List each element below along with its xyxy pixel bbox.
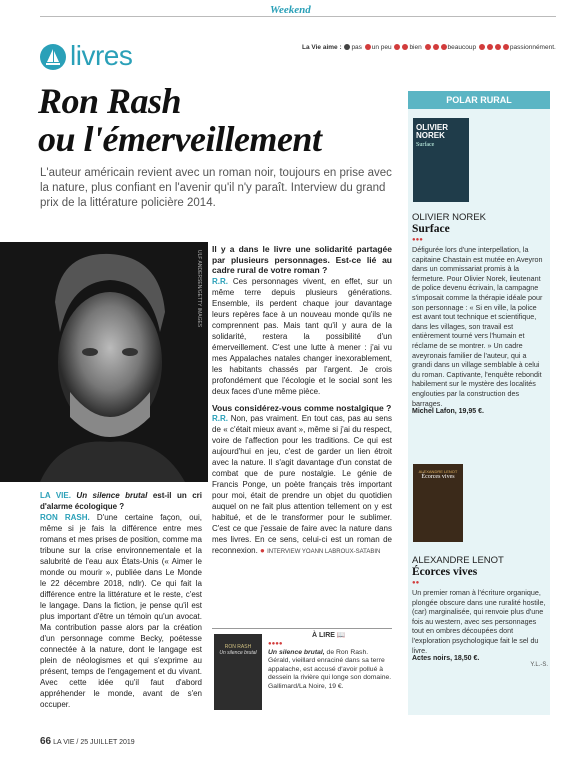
byline: INTERVIEW YOANN LABROUX-SATABIN: [267, 549, 381, 555]
book-cover-surface: [413, 118, 469, 202]
book-cover-rash: [214, 634, 262, 710]
book1-publisher: Michel Lafon, 19,95 €.: [412, 408, 484, 416]
author-portrait: [0, 242, 208, 482]
divider: [212, 628, 392, 629]
section-title: Weekend: [270, 4, 311, 16]
page-number: 66: [40, 736, 52, 747]
sailboat-logo-icon: [40, 44, 66, 70]
book1-block: [412, 212, 548, 415]
top-rule: [40, 16, 556, 17]
book2-author: ALEXANDRE LENOT: [412, 555, 504, 566]
rating-level: pas: [351, 44, 362, 51]
answer-2: [212, 276, 392, 397]
open-book-icon: 📖: [336, 632, 346, 639]
article-column-left: [40, 490, 202, 710]
a-lire-box: [212, 628, 392, 718]
page-footer: [40, 736, 135, 747]
book2-publisher: Actes noirs, 18,50 €.: [412, 655, 480, 663]
rating-level: un peu: [371, 44, 392, 51]
answer-tag: RON RASH.: [40, 513, 90, 522]
rating-level: passionnément.: [509, 44, 556, 51]
question-1: [40, 490, 202, 512]
book2-text: Un premier roman à l'écriture organique, plongée obscure dans une ruralité hostile, (car) marginalisée, qui renvoie plus d'une fois au western, avec ses personnages tout en ombres découpées dont l'exploration psychologique fait le sel du livre.: [412, 588, 546, 655]
rating-icon: [402, 44, 408, 50]
photo-credit: ULF ANDERSEN/GETTY IMAGES: [196, 250, 202, 328]
question-text: est-il un cri d'alarme écologique ?: [40, 491, 202, 511]
book1-title: Surface: [412, 223, 450, 235]
intro-text: L'auteur américain revient avec un roman noir, toujours en prise avec la nature, plus confiant en l'avenir qu'il n'y paraît. Interview du grand prix de la littérature policière 2014.: [40, 167, 392, 209]
book1-author: OLIVIER NOREK: [412, 212, 486, 223]
cover-title: Un silence brutal: [219, 650, 257, 656]
answer-text: Non, pas vraiment. En tout cas, pas au sens de « c'était mieux avant », même si j'ai du respect, voire de l'affection pour les traditions. Ce qui est aujourd'hui en jeu, c'est de garder un lien étroit avec la nature. Il s'agit davantage d'un constat de combat que de pure nostalgie. Le génie de Francis Ponge, un poète français très important pour moi, était de prendre un objet du quotidien auquel on ne fait plus attention tellement on y est habitué, et de le transformer pour le sublimer. C'est ce que j'essaie de faire avec la nature dans mes livres. En ce sens, celui-ci est un roman de reconnexion.: [212, 414, 392, 555]
a-lire-title: Un silence brutal,: [268, 648, 325, 656]
rubric-title: livres: [70, 40, 133, 71]
a-lire-description: de Ron Rash. Gérald, vieillard enraciné dans sa terre appalache, est accusé d'avoir pollué à dessein la rivière qui longe son domaine.: [268, 648, 392, 682]
article-column-middle: [212, 244, 392, 558]
rating-icon: [441, 44, 447, 50]
cover-author: RON RASH: [224, 644, 252, 650]
rating-none-icon: [344, 44, 350, 50]
question-tag: LA VIE.: [40, 491, 71, 500]
rating-level: beaucoup: [447, 44, 477, 51]
answer-tag: R.R.: [212, 276, 228, 286]
rating-icon: ●●●: [412, 237, 423, 243]
headline-line-1: Ron Rash: [38, 81, 182, 121]
rating-scale: [302, 44, 556, 51]
book2-title: Écorces vives: [412, 566, 478, 578]
rating-icon: ●●: [412, 580, 420, 586]
answer-3: R.R. Non, pas vraiment. En tout cas, pas au sens de « c'était mieux avant », même si j'ai du respect, voire de l'affection pour les traditions. Ce qui est aujourd'hui en jeu, c'est de garder un lien étroit avec la nature. Il s'agit davantage d'un constat de combat que de pure nostalgie. Le génie de Francis Ponge, un poète français très important pour moi, était de prendre un objet du quotidien auquel on ne fait plus attention tellement on y est habitué, et de le transformer pour le sublimer. C'est ce que j'essaie de faire avec la nature dans mes livres. En ce sens, celui-ci est un roman de reconnexion. ● INTERVIEW YOANN LABROUX-SATABIN: [212, 414, 392, 555]
signature: Y.L.-S.: [530, 662, 548, 669]
a-lire-label: [312, 631, 346, 639]
answer-tag: R.R.: [212, 414, 228, 423]
a-lire-publisher: Gallimard/La Noire, 19 €.: [268, 682, 344, 690]
answer-text: D'une certaine façon, oui, même si je fais la différence entre mes romans et mes prises de position, comme ma tribune sur la crise environnementale et la salubrité de l'eau aux États-Unis (« Aimer le monde ou mourir », publiée dans Le Monde le 22 décembre 2018, ndlr). Ce qui fait la différence entre la littérature et le reste, c'est le langage. Dans la fiction, je pense qu'il est plus important d'être un témoin qu'un avocat. Ma contribution passe alors par la création d'un personnage comme Becky, poétesse connectée à la nature, dont le langage est plein de néologismes et qui s'exprime au présent, temps de l'engagement et du vivant. Avec cette idée qu'il faut d'abord appréhender le monde, avant de s'en occuper.: [40, 513, 202, 709]
answer-text: Ces personnages vivent, en effet, sur un même terre depuis plusieurs générations. Ensemble, ils perdent chaque jour davantage leurs repères face à un nouveau monde qu'ils ne comprennent pas. Mais tant qu'il y aura de la solidarité, restera la possibilité d'un émerveillement. C'est une lutte à mener : j'ai vu mes Appalaches natales changer inexorablement, les habitants chassés par l'argent. Je crois profondément que l'écologie et le social sont les deux faces d'une même pièce.: [212, 276, 392, 396]
a-lire-text-block: [268, 640, 392, 692]
book-cover-ecorces: [413, 464, 463, 542]
a-lire-text: À LIRE: [312, 632, 335, 639]
rating-scale-lead: La Vie aime :: [302, 44, 342, 51]
cover-title: Surface: [416, 142, 435, 148]
rating-level: bien: [409, 44, 422, 51]
question-3: Vous considérez-vous comme nostalgique ?: [212, 402, 392, 413]
sidebar-heading: POLAR RURAL: [408, 91, 550, 109]
answer-1: [40, 512, 202, 710]
rating-icon: ●●●●: [268, 641, 283, 647]
headline-line-2: ou l'émerveillement: [38, 119, 322, 159]
footer-text: LA VIE / 25 JUILLET 2019: [53, 739, 135, 746]
book1-text: Défigurée lors d'une interpellation, la capitaine Chastain est mutée en Aveyron dans un commissariat promis à la fermeture. Pour Olivier Norek, lieutenant de police devenu écrivain, la campagne s'imposait comme la thérapie idéale pour son personnage : « Si en ville, la police est avant tout technique et scientifique, dans les villages, son travail est entièrement tourné vers l'humain et réclame de se montrer. » Un cadre aveyronais familier de l'auteur, qui a grandi dans un village semblable à celui du roman. Captivante, l'enquête rebondit habilement sur le mystère des localités englouties par la construction des barrages.: [412, 245, 543, 408]
cover-author: OLIVIER NOREK: [416, 123, 449, 140]
book-title-ref: Un silence brutal: [76, 491, 148, 500]
cover-title: Écorces vives: [421, 474, 455, 480]
book2-block: [412, 555, 548, 668]
cover-author: ALEXANDRE LENOT: [418, 469, 458, 474]
rating-icon: [503, 44, 509, 50]
headline: [38, 82, 388, 158]
question-2: Il y a dans le livre une solidarité partagée par plusieurs personnages. Est-ce lié au cadre rural de votre roman ?: [212, 244, 392, 275]
rating-icon: [365, 44, 371, 50]
